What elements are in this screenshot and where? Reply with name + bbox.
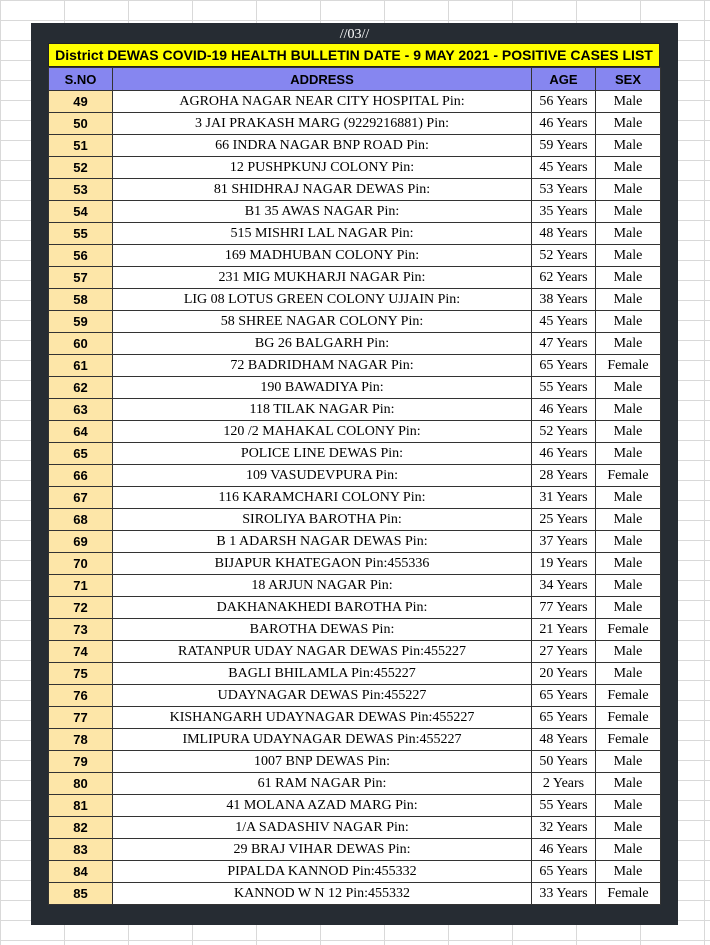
age-cell: 19 Years bbox=[532, 553, 596, 575]
age-cell: 65 Years bbox=[532, 685, 596, 707]
age-cell: 65 Years bbox=[532, 707, 596, 729]
table-row bbox=[49, 861, 661, 883]
address-cell: 41 MOLANA AZAD MARG Pin: bbox=[113, 795, 532, 817]
address-cell: 61 RAM NAGAR Pin: bbox=[113, 773, 532, 795]
table-row bbox=[49, 377, 661, 399]
address-cell: DAKHANAKHEDI BAROTHA Pin: bbox=[113, 597, 532, 619]
positive-cases-table bbox=[48, 67, 661, 905]
sex-cell: Male bbox=[596, 861, 661, 883]
age-cell: 59 Years bbox=[532, 135, 596, 157]
age-cell: 31 Years bbox=[532, 487, 596, 509]
address-cell: SIROLIYA BAROTHA Pin: bbox=[113, 509, 532, 531]
table-row bbox=[49, 751, 661, 773]
table-row bbox=[49, 817, 661, 839]
sex-cell: Male bbox=[596, 399, 661, 421]
sex-cell: Female bbox=[596, 685, 661, 707]
sex-cell: Male bbox=[596, 795, 661, 817]
sex-cell: Male bbox=[596, 135, 661, 157]
address-cell: 18 ARJUN NAGAR Pin: bbox=[113, 575, 532, 597]
address-cell: 190 BAWADIYA Pin: bbox=[113, 377, 532, 399]
table-row bbox=[49, 355, 661, 377]
table-row bbox=[49, 311, 661, 333]
table-row bbox=[49, 795, 661, 817]
sno-cell: 71 bbox=[49, 575, 113, 597]
table-body bbox=[49, 91, 661, 905]
address-cell: 169 MADHUBAN COLONY Pin: bbox=[113, 245, 532, 267]
sex-cell: Male bbox=[596, 487, 661, 509]
table-row bbox=[49, 443, 661, 465]
sex-cell: Female bbox=[596, 355, 661, 377]
sno-cell: 73 bbox=[49, 619, 113, 641]
sex-cell: Male bbox=[596, 443, 661, 465]
table-row bbox=[49, 267, 661, 289]
sex-cell: Female bbox=[596, 707, 661, 729]
age-cell: 38 Years bbox=[532, 289, 596, 311]
sno-cell: 67 bbox=[49, 487, 113, 509]
table-row bbox=[49, 91, 661, 113]
sno-cell: 50 bbox=[49, 113, 113, 135]
age-cell: 33 Years bbox=[532, 883, 596, 905]
address-cell: 515 MISHRI LAL NAGAR Pin: bbox=[113, 223, 532, 245]
bulletin-title: District DEWAS COVID-19 HEALTH BULLETIN DATE - 9 MAY 2021 - POSITIVE CASES LIST bbox=[48, 43, 660, 67]
sex-cell: Male bbox=[596, 421, 661, 443]
sno-cell: 66 bbox=[49, 465, 113, 487]
address-cell: POLICE LINE DEWAS Pin: bbox=[113, 443, 532, 465]
age-cell: 62 Years bbox=[532, 267, 596, 289]
table-row bbox=[49, 179, 661, 201]
address-cell: 116 KARAMCHARI COLONY Pin: bbox=[113, 487, 532, 509]
age-cell: 52 Years bbox=[532, 245, 596, 267]
age-cell: 46 Years bbox=[532, 443, 596, 465]
sno-cell: 60 bbox=[49, 333, 113, 355]
age-cell: 65 Years bbox=[532, 861, 596, 883]
address-cell: LIG 08 LOTUS GREEN COLONY UJJAIN Pin: bbox=[113, 289, 532, 311]
age-cell: 27 Years bbox=[532, 641, 596, 663]
sno-cell: 75 bbox=[49, 663, 113, 685]
table-row bbox=[49, 509, 661, 531]
address-cell: 120 /2 MAHAKAL COLONY Pin: bbox=[113, 421, 532, 443]
age-cell: 77 Years bbox=[532, 597, 596, 619]
sno-cell: 54 bbox=[49, 201, 113, 223]
age-cell: 52 Years bbox=[532, 421, 596, 443]
sex-cell: Male bbox=[596, 509, 661, 531]
sex-cell: Male bbox=[596, 245, 661, 267]
age-cell: 20 Years bbox=[532, 663, 596, 685]
table-row bbox=[49, 575, 661, 597]
address-cell: 1007 BNP DEWAS Pin: bbox=[113, 751, 532, 773]
table-row bbox=[49, 641, 661, 663]
column-header-address: ADDRESS bbox=[113, 68, 532, 91]
age-cell: 37 Years bbox=[532, 531, 596, 553]
page-number-label: //03// bbox=[339, 27, 370, 42]
age-cell: 32 Years bbox=[532, 817, 596, 839]
address-cell: 109 VASUDEVPURA Pin: bbox=[113, 465, 532, 487]
sno-cell: 55 bbox=[49, 223, 113, 245]
age-cell: 46 Years bbox=[532, 399, 596, 421]
table-row bbox=[49, 201, 661, 223]
sno-cell: 64 bbox=[49, 421, 113, 443]
bulletin-sheet bbox=[31, 23, 678, 925]
table-row bbox=[49, 421, 661, 443]
address-cell: 3 JAI PRAKASH MARG (9229216881) Pin: bbox=[113, 113, 532, 135]
sno-cell: 82 bbox=[49, 817, 113, 839]
address-cell: BAGLI BHILAMLA Pin:455227 bbox=[113, 663, 532, 685]
sno-cell: 63 bbox=[49, 399, 113, 421]
table-row bbox=[49, 289, 661, 311]
age-cell: 45 Years bbox=[532, 157, 596, 179]
sno-cell: 83 bbox=[49, 839, 113, 861]
age-cell: 34 Years bbox=[532, 575, 596, 597]
address-cell: B 1 ADARSH NAGAR DEWAS Pin: bbox=[113, 531, 532, 553]
table-row bbox=[49, 531, 661, 553]
sex-cell: Male bbox=[596, 333, 661, 355]
address-cell: 1/A SADASHIV NAGAR Pin: bbox=[113, 817, 532, 839]
sno-cell: 62 bbox=[49, 377, 113, 399]
sno-cell: 56 bbox=[49, 245, 113, 267]
address-cell: RATANPUR UDAY NAGAR DEWAS Pin:455227 bbox=[113, 641, 532, 663]
age-cell: 35 Years bbox=[532, 201, 596, 223]
sex-cell: Male bbox=[596, 597, 661, 619]
table-row bbox=[49, 113, 661, 135]
table-row bbox=[49, 619, 661, 641]
sno-cell: 58 bbox=[49, 289, 113, 311]
address-cell: UDAYNAGAR DEWAS Pin:455227 bbox=[113, 685, 532, 707]
sno-cell: 70 bbox=[49, 553, 113, 575]
table-row bbox=[49, 487, 661, 509]
sex-cell: Male bbox=[596, 817, 661, 839]
sex-cell: Male bbox=[596, 641, 661, 663]
sex-cell: Male bbox=[596, 289, 661, 311]
table-row bbox=[49, 333, 661, 355]
sex-cell: Male bbox=[596, 91, 661, 113]
sex-cell: Male bbox=[596, 663, 661, 685]
sno-cell: 74 bbox=[49, 641, 113, 663]
address-cell: 118 TILAK NAGAR Pin: bbox=[113, 399, 532, 421]
sex-cell: Female bbox=[596, 619, 661, 641]
sex-cell: Male bbox=[596, 157, 661, 179]
address-cell: 29 BRAJ VIHAR DEWAS Pin: bbox=[113, 839, 532, 861]
table-row bbox=[49, 245, 661, 267]
address-cell: 66 INDRA NAGAR BNP ROAD Pin: bbox=[113, 135, 532, 157]
table-header-row bbox=[49, 68, 661, 91]
age-cell: 46 Years bbox=[532, 113, 596, 135]
table-row bbox=[49, 157, 661, 179]
sno-cell: 84 bbox=[49, 861, 113, 883]
age-cell: 55 Years bbox=[532, 795, 596, 817]
sex-cell: Female bbox=[596, 729, 661, 751]
sno-cell: 53 bbox=[49, 179, 113, 201]
age-cell: 50 Years bbox=[532, 751, 596, 773]
sex-cell: Male bbox=[596, 531, 661, 553]
sno-cell: 57 bbox=[49, 267, 113, 289]
address-cell: AGROHA NAGAR NEAR CITY HOSPITAL Pin: bbox=[113, 91, 532, 113]
sex-cell: Male bbox=[596, 201, 661, 223]
sno-cell: 79 bbox=[49, 751, 113, 773]
address-cell: BAROTHA DEWAS Pin: bbox=[113, 619, 532, 641]
age-cell: 21 Years bbox=[532, 619, 596, 641]
table-row bbox=[49, 399, 661, 421]
table-row bbox=[49, 663, 661, 685]
age-cell: 53 Years bbox=[532, 179, 596, 201]
sex-cell: Male bbox=[596, 267, 661, 289]
sno-cell: 61 bbox=[49, 355, 113, 377]
column-header-sno: S.NO bbox=[49, 68, 113, 91]
sno-cell: 80 bbox=[49, 773, 113, 795]
address-cell: 231 MIG MUKHARJI NAGAR Pin: bbox=[113, 267, 532, 289]
sex-cell: Male bbox=[596, 773, 661, 795]
sex-cell: Male bbox=[596, 311, 661, 333]
age-cell: 65 Years bbox=[532, 355, 596, 377]
sno-cell: 68 bbox=[49, 509, 113, 531]
address-cell: 72 BADRIDHAM NAGAR Pin: bbox=[113, 355, 532, 377]
sex-cell: Female bbox=[596, 465, 661, 487]
age-cell: 45 Years bbox=[532, 311, 596, 333]
sno-cell: 77 bbox=[49, 707, 113, 729]
address-cell: BIJAPUR KHATEGAON Pin:455336 bbox=[113, 553, 532, 575]
table-row bbox=[49, 223, 661, 245]
age-cell: 56 Years bbox=[532, 91, 596, 113]
column-header-age: AGE bbox=[532, 68, 596, 91]
sno-cell: 59 bbox=[49, 311, 113, 333]
sno-cell: 76 bbox=[49, 685, 113, 707]
table-row bbox=[49, 685, 661, 707]
table-row bbox=[49, 839, 661, 861]
address-cell: IMLIPURA UDAYNAGAR DEWAS Pin:455227 bbox=[113, 729, 532, 751]
sno-cell: 52 bbox=[49, 157, 113, 179]
table-row bbox=[49, 553, 661, 575]
column-header-sex: SEX bbox=[596, 68, 661, 91]
table-row bbox=[49, 729, 661, 751]
sex-cell: Male bbox=[596, 553, 661, 575]
address-cell: BG 26 BALGARH Pin: bbox=[113, 333, 532, 355]
table-row bbox=[49, 597, 661, 619]
sno-cell: 51 bbox=[49, 135, 113, 157]
sex-cell: Male bbox=[596, 113, 661, 135]
table-row bbox=[49, 707, 661, 729]
sex-cell: Male bbox=[596, 377, 661, 399]
sno-cell: 81 bbox=[49, 795, 113, 817]
sno-cell: 85 bbox=[49, 883, 113, 905]
age-cell: 28 Years bbox=[532, 465, 596, 487]
table-row bbox=[49, 773, 661, 795]
address-cell: PIPALDA KANNOD Pin:455332 bbox=[113, 861, 532, 883]
address-cell: KANNOD W N 12 Pin:455332 bbox=[113, 883, 532, 905]
table-row bbox=[49, 135, 661, 157]
sex-cell: Male bbox=[596, 223, 661, 245]
age-cell: 48 Years bbox=[532, 223, 596, 245]
age-cell: 46 Years bbox=[532, 839, 596, 861]
sno-cell: 49 bbox=[49, 91, 113, 113]
age-cell: 48 Years bbox=[532, 729, 596, 751]
sno-cell: 69 bbox=[49, 531, 113, 553]
sno-cell: 65 bbox=[49, 443, 113, 465]
sex-cell: Male bbox=[596, 575, 661, 597]
sex-cell: Male bbox=[596, 751, 661, 773]
table-row bbox=[49, 465, 661, 487]
address-cell: 58 SHREE NAGAR COLONY Pin: bbox=[113, 311, 532, 333]
sex-cell: Male bbox=[596, 179, 661, 201]
address-cell: B1 35 AWAS NAGAR Pin: bbox=[113, 201, 532, 223]
sex-cell: Female bbox=[596, 883, 661, 905]
address-cell: KISHANGARH UDAYNAGAR DEWAS Pin:455227 bbox=[113, 707, 532, 729]
age-cell: 55 Years bbox=[532, 377, 596, 399]
table-row bbox=[49, 883, 661, 905]
address-cell: 81 SHIDHRAJ NAGAR DEWAS Pin: bbox=[113, 179, 532, 201]
sno-cell: 78 bbox=[49, 729, 113, 751]
age-cell: 25 Years bbox=[532, 509, 596, 531]
age-cell: 2 Years bbox=[532, 773, 596, 795]
sex-cell: Male bbox=[596, 839, 661, 861]
age-cell: 47 Years bbox=[532, 333, 596, 355]
sno-cell: 72 bbox=[49, 597, 113, 619]
address-cell: 12 PUSHPKUNJ COLONY Pin: bbox=[113, 157, 532, 179]
